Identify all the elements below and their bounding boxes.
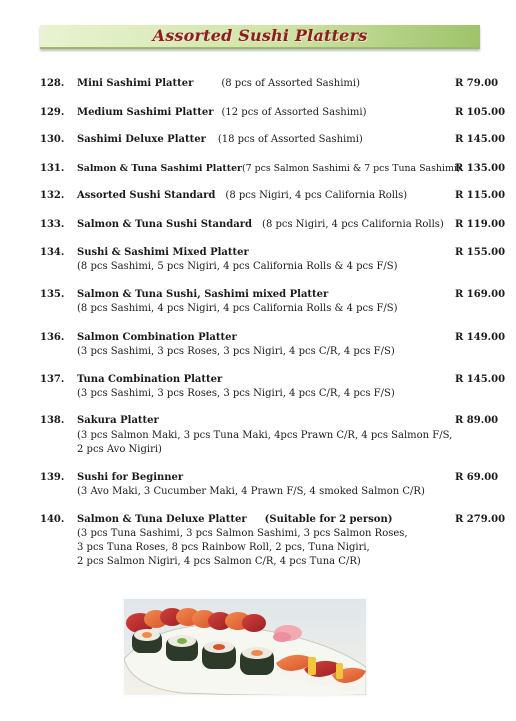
item-description: (3 pcs Salmon Maki, 3 pcs Tuna Maki, 4pcs Prawn C/R, 4 pcs Salmon F/S, 2 pcs Avo Nigiri): [77, 430, 453, 455]
item-number: 133.: [40, 219, 65, 230]
item-description: (8 pcs Nigiri, 4 pcs California Rolls): [225, 190, 408, 201]
item-number: 134.: [40, 247, 65, 258]
item-description: (8 pcs of Assorted Sashimi): [221, 78, 360, 89]
item-price: R 119.00: [455, 219, 506, 230]
page-title: Assorted Sushi Platters: [152, 26, 368, 45]
item-number: 131.: [40, 163, 65, 174]
item-price: R 279.00: [455, 514, 506, 525]
item-price: R 69.00: [455, 472, 499, 483]
item-number: 132.: [40, 190, 65, 201]
item-number: 136.: [40, 332, 65, 343]
item-price: R 155.00: [455, 247, 506, 258]
item-number: 138.: [40, 415, 65, 426]
item-description: (18 pcs of Assorted Sashimi): [217, 134, 363, 145]
item-note: (Suitable for 2 person): [264, 514, 393, 525]
item-price: R 145.00: [455, 134, 506, 145]
item-name: Salmon & Tuna Sushi Standard: [77, 219, 253, 230]
item-price: R 145.00: [455, 374, 506, 385]
item-description: (3 Avo Maki, 3 Cucumber Maki, 4 Prawn F/S, 4 smoked Salmon C/R): [77, 486, 425, 497]
item-name: Mini Sashimi Platter: [77, 78, 194, 89]
item-price: R 149.00: [455, 332, 506, 343]
item-price: R 79.00: [455, 78, 499, 89]
item-number: 139.: [40, 472, 65, 483]
item-number: 137.: [40, 374, 65, 385]
item-name: Sushi & Sashimi Mixed Platter: [77, 247, 249, 258]
item-description: (8 pcs Sashimi, 4 pcs Nigiri, 4 pcs California Rolls & 4 pcs F/S): [77, 303, 398, 314]
item-name: Salmon & Tuna Sashimi Platter: [77, 163, 242, 174]
item-number: 129.: [40, 107, 65, 118]
sushi-platter-photo: [122, 597, 368, 697]
item-price: R 89.00: [455, 415, 499, 426]
item-description: (12 pcs of Assorted Sashimi): [221, 107, 367, 118]
item-name: Medium Sashimi Platter: [77, 107, 214, 118]
item-name: Assorted Sushi Standard: [77, 190, 216, 201]
item-number: 135.: [40, 289, 65, 300]
item-name: Sushi for Beginner: [77, 472, 184, 483]
item-name: Salmon & Tuna Sushi, Sashimi mixed Platter: [77, 289, 329, 300]
item-name: Salmon & Tuna Deluxe Platter: [77, 514, 247, 525]
item-number: 128.: [40, 78, 65, 89]
item-name: Sakura Platter: [77, 415, 159, 426]
item-price: R 135.00: [455, 163, 506, 174]
item-name: Salmon Combination Platter: [77, 332, 237, 343]
item-description: (8 pcs Sashimi, 5 pcs Nigiri, 4 pcs California Rolls & 4 pcs F/S): [77, 261, 398, 272]
item-number: 140.: [40, 514, 65, 525]
item-name: Sashimi Deluxe Platter: [77, 134, 206, 145]
item-number: 130.: [40, 134, 65, 145]
item-price: R 105.00: [455, 107, 506, 118]
item-description: (8 pcs Nigiri, 4 pcs California Rolls): [262, 219, 444, 230]
section-banner: [40, 25, 480, 49]
item-name: Tuna Combination Platter: [77, 374, 223, 385]
item-price: R 115.00: [455, 190, 506, 201]
item-price: R 169.00: [455, 289, 506, 300]
item-description: (3 pcs Sashimi, 3 pcs Roses, 3 pcs Nigiri, 4 pcs C/R, 4 pcs F/S): [77, 388, 395, 399]
item-description: (7 pcs Salmon Sashimi & 7 pcs Tuna Sashimi): [241, 163, 461, 174]
item-description: (3 pcs Sashimi, 3 pcs Roses, 3 pcs Nigiri, 4 pcs C/R, 4 pcs F/S): [77, 346, 395, 357]
item-description: (3 pcs Tuna Sashimi, 3 pcs Salmon Sashimi, 3 pcs Salmon Roses, 3 pcs Tuna Roses, 8 pcs Rainbow Roll, 2 pcs, Tuna Nigiri, 2 pcs Salmon Nigiri, 4 pcs Salmon C/R, 4 pcs Tuna C/R): [77, 528, 408, 567]
